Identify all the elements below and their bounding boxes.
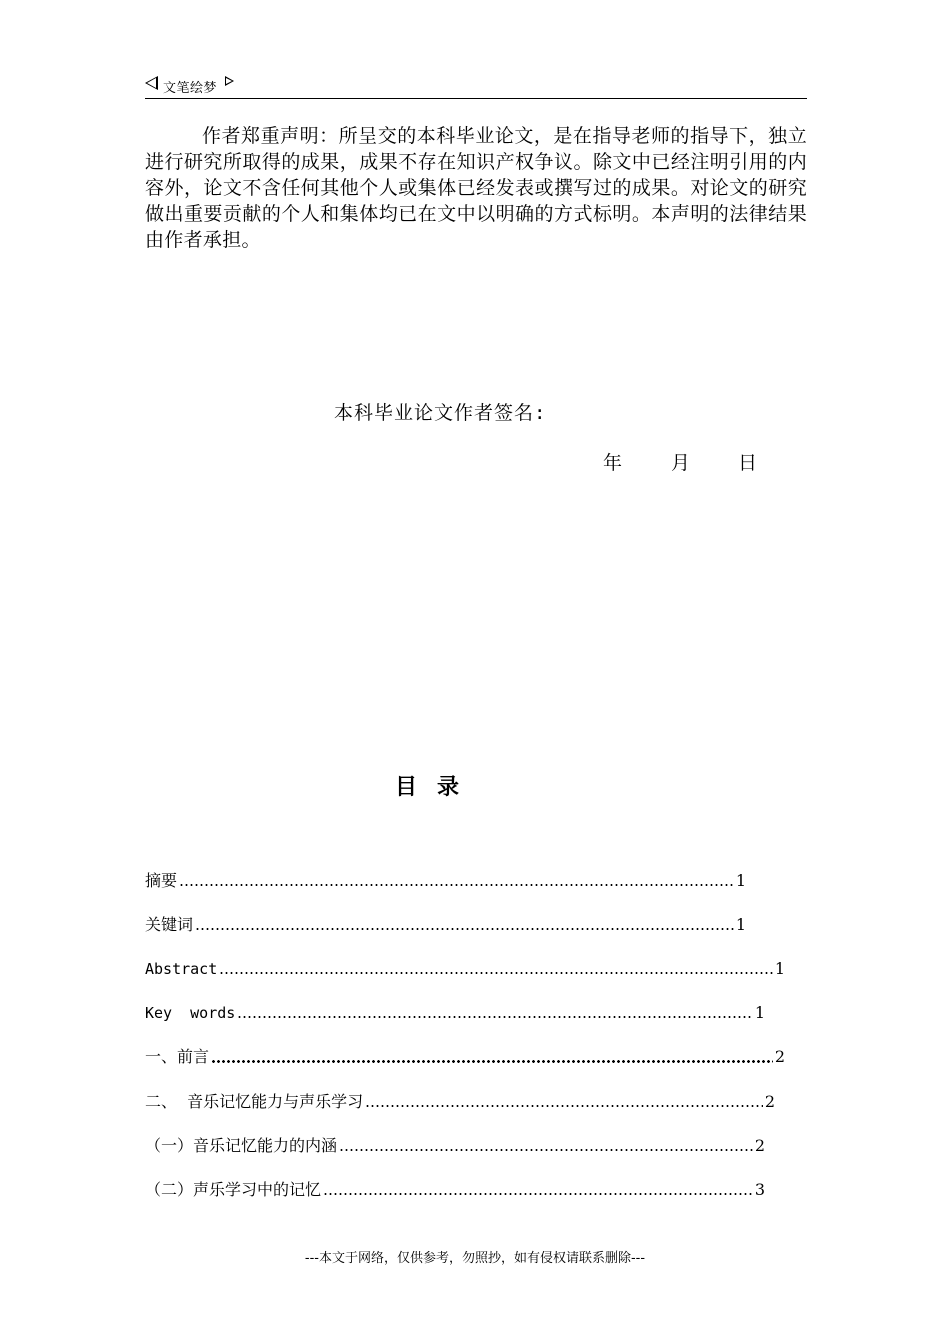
toc-leader-dots	[339, 1149, 753, 1151]
toc-entry-page: 1	[735, 871, 746, 890]
toc-entry-label: Key words	[145, 1004, 236, 1022]
toc-entry-introduction[interactable]	[145, 1046, 785, 1068]
toc-entry-keywords-cn[interactable]	[145, 914, 746, 936]
toc-leader-dots	[195, 928, 734, 930]
toc-entry-page: 2	[774, 1047, 785, 1066]
toc-entry-keywords-en[interactable]	[145, 1002, 765, 1024]
page-footer-disclaimer: ---本文于网络，仅供参考，勿照抄，如有侵权请联系删除---	[304, 1251, 646, 1266]
toc-leader-dots	[237, 1016, 753, 1018]
toc-leader-dots	[219, 972, 773, 974]
toc-entry-page: 3	[754, 1180, 765, 1199]
author-declaration: 作者郑重声明：所呈交的本科毕业论文，是在指导老师的指导下，独立进行研究所取得的成果，成果不存在知识产权争议。除文中已经注明引用的内容外，论文不含任何其他个人或集体已经发表或撰写过的成果。对论文的研究做出重要贡献的个人和集体均已在文中以明确的方式标明。本声明的法律结果由作者承担。	[145, 125, 807, 251]
triangle-right-icon	[225, 76, 234, 86]
triangle-left-icon	[145, 76, 158, 90]
signature-label: 本科毕业论文作者签名:	[334, 402, 547, 424]
toc-entry-label: 二、 音乐记忆能力与声乐学习	[145, 1092, 364, 1111]
toc-leader-dots	[365, 1105, 763, 1107]
date-year: 年	[603, 452, 623, 474]
page-header	[145, 74, 807, 99]
toc-entry-section-2[interactable]	[145, 1091, 775, 1113]
toc-leader-dots	[179, 884, 734, 886]
toc-entry-label: 关键词	[145, 915, 194, 934]
toc-entry-page: 1	[774, 959, 785, 978]
toc-leader-dots	[323, 1193, 753, 1195]
toc-entry-page: 2	[764, 1092, 775, 1111]
toc-entry-abstract-cn[interactable]	[145, 870, 746, 892]
toc-entry-page: 1	[735, 915, 746, 934]
toc-entry-page: 1	[754, 1003, 765, 1022]
date-day: 日	[738, 452, 758, 474]
header-brand: 文笔绘梦	[163, 81, 218, 96]
toc-entry-section-2-1[interactable]	[145, 1135, 765, 1157]
toc-entry-label: 一、前言	[145, 1047, 210, 1066]
toc-title: 目录	[395, 775, 480, 800]
toc-leader-dots	[211, 1060, 773, 1063]
toc-entry-label: Abstract	[145, 960, 218, 978]
toc-entry-label: （一）音乐记忆能力的内涵	[145, 1136, 338, 1155]
toc-entry-page: 2	[754, 1136, 765, 1155]
toc-entry-label: 摘要	[145, 871, 178, 890]
toc-entry-section-2-2[interactable]	[145, 1179, 765, 1201]
date-month: 月	[671, 452, 691, 474]
toc-entry-label: （二）声乐学习中的记忆	[145, 1180, 322, 1199]
toc-entry-abstract-en[interactable]	[145, 958, 785, 980]
